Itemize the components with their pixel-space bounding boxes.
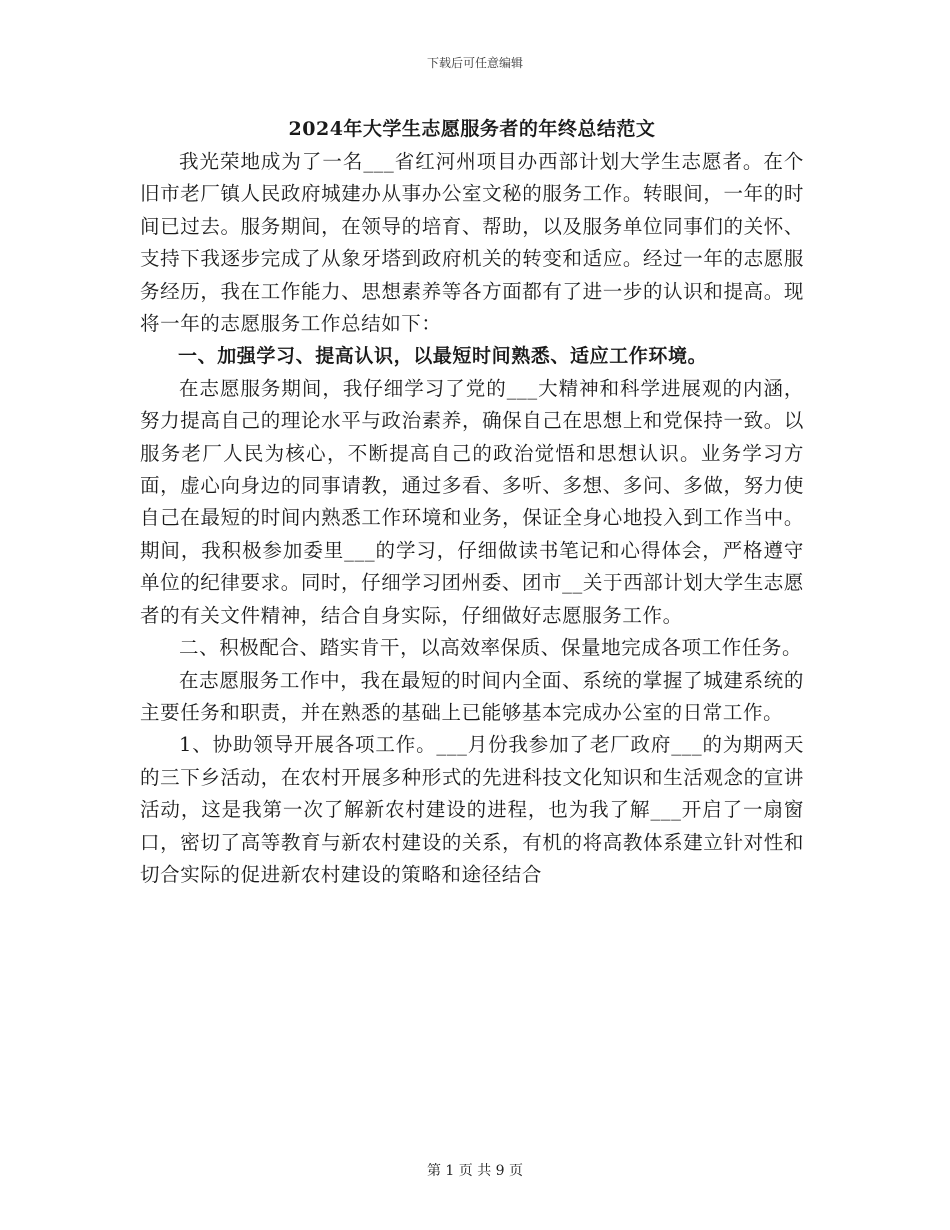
section-heading-2: 二、积极配合、踏实肯干，以高效率保质、保量地完成各项工作任务。 <box>179 636 803 660</box>
document-body <box>140 112 804 891</box>
paragraph-intro: 我光荣地成为了一名___省红河州项目办西部计划大学生志愿者。在个旧市老厂镇人民政府城建办从事办公室文秘的服务工作。转眼间，一年的时间已过去。服务期间，在领导的培育、帮助，以及服务单位同事们的关怀、支持下我逐步完成了从象牙塔到政府机关的转变和适应。经过一年的志愿服务经历，我在工作能力、思想素养等各方面都有了进一步的认识和提高。现将一年的志愿服务工作总结如下： <box>140 150 804 336</box>
header-note: 下载后可任意编辑 <box>426 56 523 70</box>
document-title: 2024年大学生志愿服务者的年终总结范文 <box>288 118 656 140</box>
section-heading-1: 一、加强学习、提高认识，以最短时间熟悉、适应工作环境。 <box>178 345 708 368</box>
paragraph-work: 在志愿服务工作中，我在最短的时间内全面、系统的掌握了城建系统的主要任务和职责，并在熟悉的基础上已能够基本完成办公室的日常工作。 <box>140 668 804 724</box>
paragraph-item-1: 1、协助领导开展各项工作。___月份我参加了老厂政府___的为期两天的三下乡活动，在农村开展多种形式的先进科技文化知识和生活观念的宣讲活动，这是我第一次了解新农村建设的进程，也为我了解___开启了一扇窗口，密切了高等教育与新农村建设的关系，有机的将高教体系建立针对性和切合实际的促进新农村建设的策略和途径结合 <box>140 733 804 886</box>
paragraph-study: 在志愿服务期间，我仔细学习了党的___大精神和科学进展观的内涵，努力提高自己的理论水平与政治素养，确保自己在思想上和党保持一致。以服务老厂人民为核心，不断提高自己的政治觉悟和思想认识。业务学习方面，虚心向身边的同事请教，通过多看、多听、多想、多问、多做，努力使自己在最短的时间内熟悉工作环境和业务，保证全身心地投入到工作当中。期间，我积极参加委里___的学习，仔细做读书笔记和心得体会，严格遵守单位的纪律要求。同时，仔细学习团州委、团市__关于西部计划大学生志愿者的有关文件精神，结合自身实际，仔细做好志愿服务工作。 <box>140 376 804 627</box>
page-number: 第 1 页 共 9 页 <box>426 1163 524 1179</box>
